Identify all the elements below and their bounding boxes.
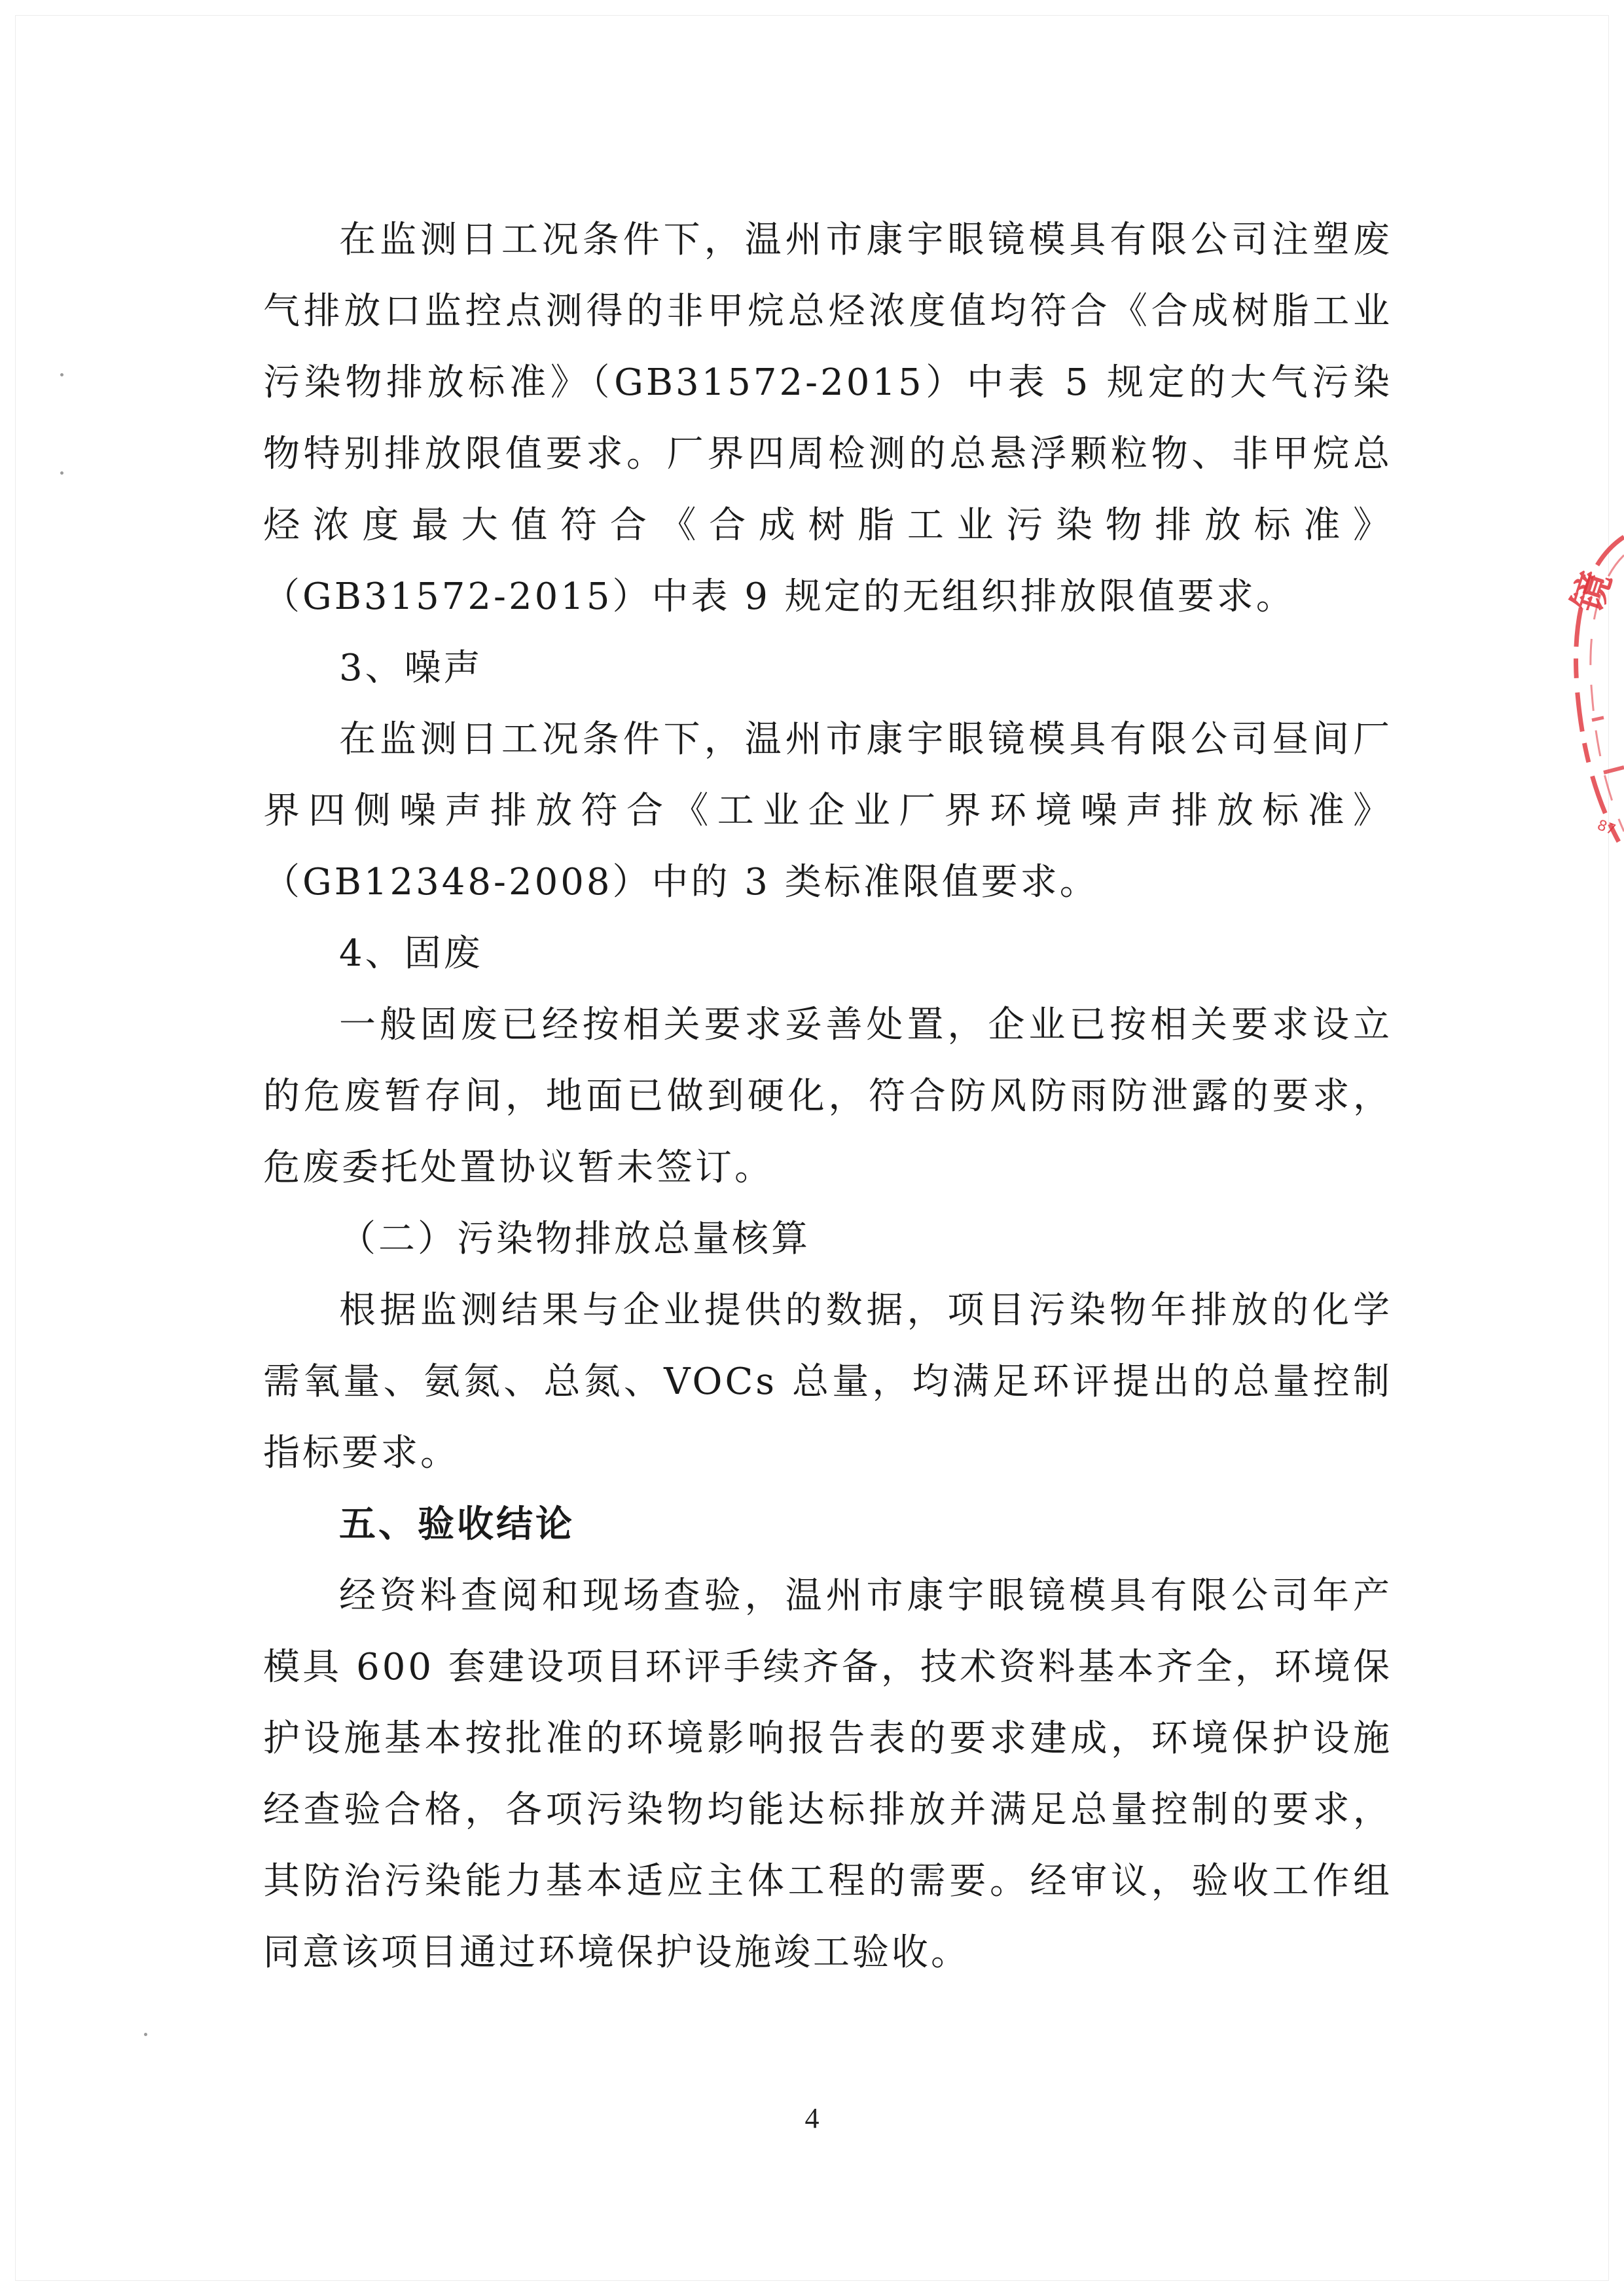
paragraph-noise: 在监测日工况条件下，温州市康宇眼镜模具有限公司昼间厂界四侧噪声排放符合《工业企业厂界环境噪声排放标准》（GB12348-2008）中的 3 类标准限值要求。 bbox=[263, 718, 1392, 903]
scan-speck bbox=[60, 373, 63, 376]
document-page bbox=[16, 16, 1608, 2280]
seal-character: 镜 bbox=[1564, 566, 1621, 618]
paragraph-conclusion: 经资料查阅和现场查验，温州市康宇眼镜模具有限公司年产模具 600 套建设项目环评手续齐备，技术资料基本齐全，环境保护设施基本按批准的环境影响报告表的要求建成，环境保护设施经查验合格，各项污染物均能达标排放并满足总量控制的要求，其防治污染能力基本适应主体工程的需要。经审议，验收工作组同意该项目通过环境保护设施竣工验收。 bbox=[263, 1575, 1392, 1974]
scan-speck bbox=[144, 2033, 147, 2036]
official-seal bbox=[1558, 524, 1624, 890]
section-heading-solid-waste: 4、固废 bbox=[339, 932, 483, 975]
section-heading-noise: 3、噪声 bbox=[339, 647, 483, 689]
seal-digits: 87 bbox=[1595, 816, 1618, 839]
section-heading-conclusion: 五、验收结论 bbox=[339, 1503, 575, 1546]
paragraph-emissions-gas: 在监测日工况条件下，温州市康宇眼镜模具有限公司注塑废气排放口监控点测得的非甲烷总烃浓度值均符合《合成树脂工业污染物排放标准》（GB31572-2015）中表 5 规定的大气污染物特别排放限值要求。厂界四周检测的总悬浮颗粒物、非甲烷总烃浓度最大值符合《合成树脂工业污染物排放标准》（GB31572-2015）中表 9 规定的无组织排放限值要求。 bbox=[263, 219, 1392, 618]
paragraph-total-emissions: 根据监测结果与企业提供的数据，项目污染物年排放的化学需氧量、氨氮、总氮、VOCs 总量，均满足环评提出的总量控制指标要求。 bbox=[263, 1289, 1392, 1474]
paragraph-solid-waste: 一般固废已经按相关要求妥善处置，企业已按相关要求设立的危废暂存间，地面已做到硬化，符合防风防雨防泄露的要求，危废委托处置协议暂未签订。 bbox=[263, 1004, 1392, 1189]
scan-speck bbox=[60, 471, 63, 475]
document-body bbox=[263, 204, 1392, 1988]
section-heading-total-emissions: （二）污染物排放总量核算 bbox=[339, 1218, 810, 1260]
page-number: 4 bbox=[804, 2102, 820, 2134]
